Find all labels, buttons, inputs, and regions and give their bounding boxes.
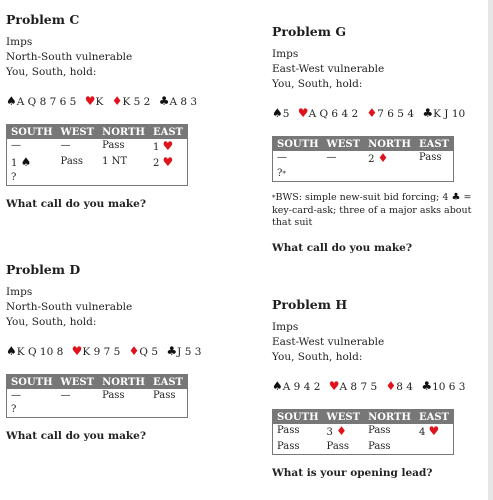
call-text: Pass xyxy=(102,390,125,401)
auction-cell xyxy=(323,151,365,167)
diamond-cards: 7 6 5 4 xyxy=(377,108,415,120)
problem-title: Problem C xyxy=(6,12,80,27)
auction-row xyxy=(7,171,188,186)
header-east: EAST xyxy=(149,125,188,140)
call-text: Pass xyxy=(152,390,176,401)
call-text: 1 xyxy=(11,158,18,169)
call-text: Pass xyxy=(326,441,350,452)
club-cards: J 5 3 xyxy=(177,346,202,358)
spade-cards: K Q 10 8 xyxy=(16,346,64,358)
auction-table xyxy=(6,374,188,418)
auction-cell xyxy=(98,171,149,186)
diamond-icon: ♦ xyxy=(385,379,397,393)
call-text: 1 xyxy=(152,142,160,153)
auction-cell xyxy=(364,151,415,167)
heart-icon: ♥ xyxy=(297,106,309,120)
auction-cell xyxy=(364,424,415,440)
heart-icon: ♥ xyxy=(162,155,174,169)
problem-title: Problem G xyxy=(272,24,347,39)
footnote-mark: * xyxy=(282,170,286,178)
diamond-icon: ♦ xyxy=(377,151,389,165)
header-west: WEST xyxy=(323,410,365,425)
footnote-text-b: = key-card-ask; three of a major asks about that suit xyxy=(272,192,472,228)
page-edge-bar xyxy=(488,0,493,500)
auction-cell xyxy=(7,389,57,403)
auction-row xyxy=(273,440,454,455)
header-east: EAST xyxy=(415,137,454,152)
spade-cards: A Q 8 7 6 5 xyxy=(16,96,77,108)
call-text: 2 xyxy=(152,158,160,169)
diamond-icon: ♦ xyxy=(128,344,140,358)
right-column xyxy=(268,0,493,500)
header-south: SOUTH xyxy=(273,137,323,152)
auction-cell xyxy=(415,167,454,182)
footnote-mark: * xyxy=(272,194,276,202)
vulnerability: North-South vulnerable xyxy=(6,301,133,313)
auction-header xyxy=(7,375,188,390)
heart-cards: A Q 6 4 2 xyxy=(308,108,359,120)
auction-row xyxy=(7,155,188,171)
hand xyxy=(6,94,256,110)
question: What call do you make? xyxy=(272,241,412,254)
problem-g xyxy=(272,24,493,254)
auction-cell xyxy=(57,155,99,171)
header-south: SOUTH xyxy=(273,410,323,425)
question: What is your opening lead? xyxy=(272,467,433,479)
auction-row xyxy=(273,167,454,182)
scoring-form: Imps xyxy=(272,48,299,60)
auction-cell xyxy=(364,440,415,455)
hand xyxy=(272,379,493,395)
call-text: Pass xyxy=(102,140,125,151)
hold-prompt: You, South, hold: xyxy=(272,78,363,90)
auction-table xyxy=(272,136,454,182)
auction-row xyxy=(7,403,188,418)
vulnerability: North-South vulnerable xyxy=(6,51,133,63)
call-text: Pass xyxy=(368,425,391,436)
club-icon: ♣ xyxy=(451,192,461,203)
hand xyxy=(6,344,256,360)
header-north: NORTH xyxy=(98,125,149,140)
auction-cell xyxy=(7,403,57,418)
header-west: WEST xyxy=(57,125,99,140)
header-west: WEST xyxy=(323,137,365,152)
spade-icon: ♠ xyxy=(6,94,17,108)
diamond-icon: ♦ xyxy=(111,94,123,108)
auction-cell xyxy=(98,403,149,418)
question: What call do you make? xyxy=(6,198,146,210)
heart-cards: K 9 7 5 xyxy=(82,346,121,358)
auction-cell xyxy=(273,440,323,455)
scoring-form: Imps xyxy=(6,286,33,298)
heart-cards: K xyxy=(95,96,104,108)
call-text: — xyxy=(60,140,71,151)
club-icon: ♣ xyxy=(421,379,433,393)
call-text: Pass xyxy=(60,156,84,167)
question: What call do you make? xyxy=(6,430,146,442)
auction-cell xyxy=(7,139,57,155)
auction-table xyxy=(6,124,188,186)
spade-cards: A 9 4 2 xyxy=(282,381,321,393)
auction-cell xyxy=(98,389,149,403)
auction-row xyxy=(7,389,188,403)
header-north: NORTH xyxy=(364,137,415,152)
auction-cell xyxy=(57,389,99,403)
spade-icon: ♠ xyxy=(272,379,283,393)
vulnerability: East-West vulnerable xyxy=(272,63,385,75)
header-south: SOUTH xyxy=(7,375,57,390)
diamond-cards: Q 5 xyxy=(139,346,159,358)
header-east: EAST xyxy=(149,375,188,390)
auction-cell xyxy=(57,139,99,155)
spade-cards: 5 xyxy=(282,108,290,120)
call-text: 3 xyxy=(326,427,333,438)
auction-cell xyxy=(364,167,415,182)
hand xyxy=(272,106,493,122)
auction-cell xyxy=(57,171,99,186)
auction-cell xyxy=(7,155,57,171)
auction-cell xyxy=(149,389,188,403)
club-cards: A 8 3 xyxy=(169,96,198,108)
call-text: Pass xyxy=(277,441,300,452)
call-text: ? xyxy=(277,168,283,179)
heart-icon: ♥ xyxy=(162,139,174,153)
auction-cell xyxy=(98,155,149,171)
call-text: Pass xyxy=(418,152,442,163)
call-text: ? xyxy=(11,172,17,183)
call-text: 2 xyxy=(368,154,375,165)
auction-cell xyxy=(149,139,188,155)
vulnerability: East-West vulnerable xyxy=(272,336,385,348)
auction-cell xyxy=(415,424,454,440)
heart-icon: ♥ xyxy=(71,344,83,358)
auction-table xyxy=(272,409,454,455)
auction-header xyxy=(273,410,454,425)
scoring-form: Imps xyxy=(272,321,299,333)
hold-prompt: You, South, hold: xyxy=(6,316,97,328)
scoring-form: Imps xyxy=(6,36,33,48)
club-icon: ♣ xyxy=(422,106,434,120)
club-cards: K J 10 xyxy=(433,108,466,120)
footnote-text-a: BWS: simple new-suit bid forcing; 4 xyxy=(275,192,449,203)
auction-header xyxy=(7,125,188,140)
problem-title: Problem H xyxy=(272,297,348,312)
auction-cell xyxy=(415,440,454,455)
problem-d xyxy=(6,262,256,442)
auction-cell xyxy=(149,403,188,418)
auction-header xyxy=(273,137,454,152)
call-text: — xyxy=(60,390,71,401)
auction-cell xyxy=(323,440,365,455)
footnote xyxy=(272,192,487,230)
diamond-cards: K 5 2 xyxy=(122,96,151,108)
problem-c xyxy=(6,12,256,210)
auction-cell xyxy=(273,424,323,440)
auction-cell xyxy=(323,167,365,182)
heart-icon: ♥ xyxy=(84,94,96,108)
auction-cell xyxy=(98,139,149,155)
call-text: — xyxy=(11,140,21,151)
auction-cell xyxy=(273,151,323,167)
heart-icon: ♥ xyxy=(328,379,340,393)
header-south: SOUTH xyxy=(7,125,57,140)
call-text: 4 xyxy=(418,427,426,438)
auction-row xyxy=(273,424,454,440)
club-cards: 10 6 3 xyxy=(432,381,466,393)
heart-icon: ♥ xyxy=(428,424,440,438)
header-west: WEST xyxy=(57,375,99,390)
spade-icon: ♠ xyxy=(6,344,17,358)
auction-cell xyxy=(57,403,99,418)
call-text: — xyxy=(326,152,337,163)
auction-row xyxy=(7,139,188,155)
call-text: Pass xyxy=(368,441,391,452)
heart-cards: A 8 7 5 xyxy=(339,381,378,393)
auction-cell xyxy=(415,151,454,167)
header-north: NORTH xyxy=(364,410,415,425)
problem-h xyxy=(272,297,493,479)
spade-icon: ♠ xyxy=(272,106,283,120)
spade-icon: ♠ xyxy=(20,155,32,169)
diamond-icon: ♦ xyxy=(366,106,378,120)
diamond-cards: 8 4 xyxy=(396,381,413,393)
hold-prompt: You, South, hold: xyxy=(6,66,97,78)
header-east: EAST xyxy=(415,410,454,425)
call-text: — xyxy=(277,152,287,163)
auction-cell xyxy=(149,171,188,186)
call-text: — xyxy=(11,390,21,401)
problem-title: Problem D xyxy=(6,262,81,277)
hold-prompt: You, South, hold: xyxy=(272,351,363,363)
auction-cell xyxy=(149,155,188,171)
call-text: ? xyxy=(11,404,17,415)
call-text: Pass xyxy=(277,425,300,436)
diamond-icon: ♦ xyxy=(336,424,347,438)
header-north: NORTH xyxy=(98,375,149,390)
call-text: 1 NT xyxy=(102,156,128,167)
auction-cell xyxy=(323,424,365,440)
club-icon: ♣ xyxy=(166,344,178,358)
auction-cell xyxy=(7,171,57,186)
club-icon: ♣ xyxy=(158,94,170,108)
auction-cell xyxy=(273,167,323,182)
auction-row xyxy=(273,151,454,167)
